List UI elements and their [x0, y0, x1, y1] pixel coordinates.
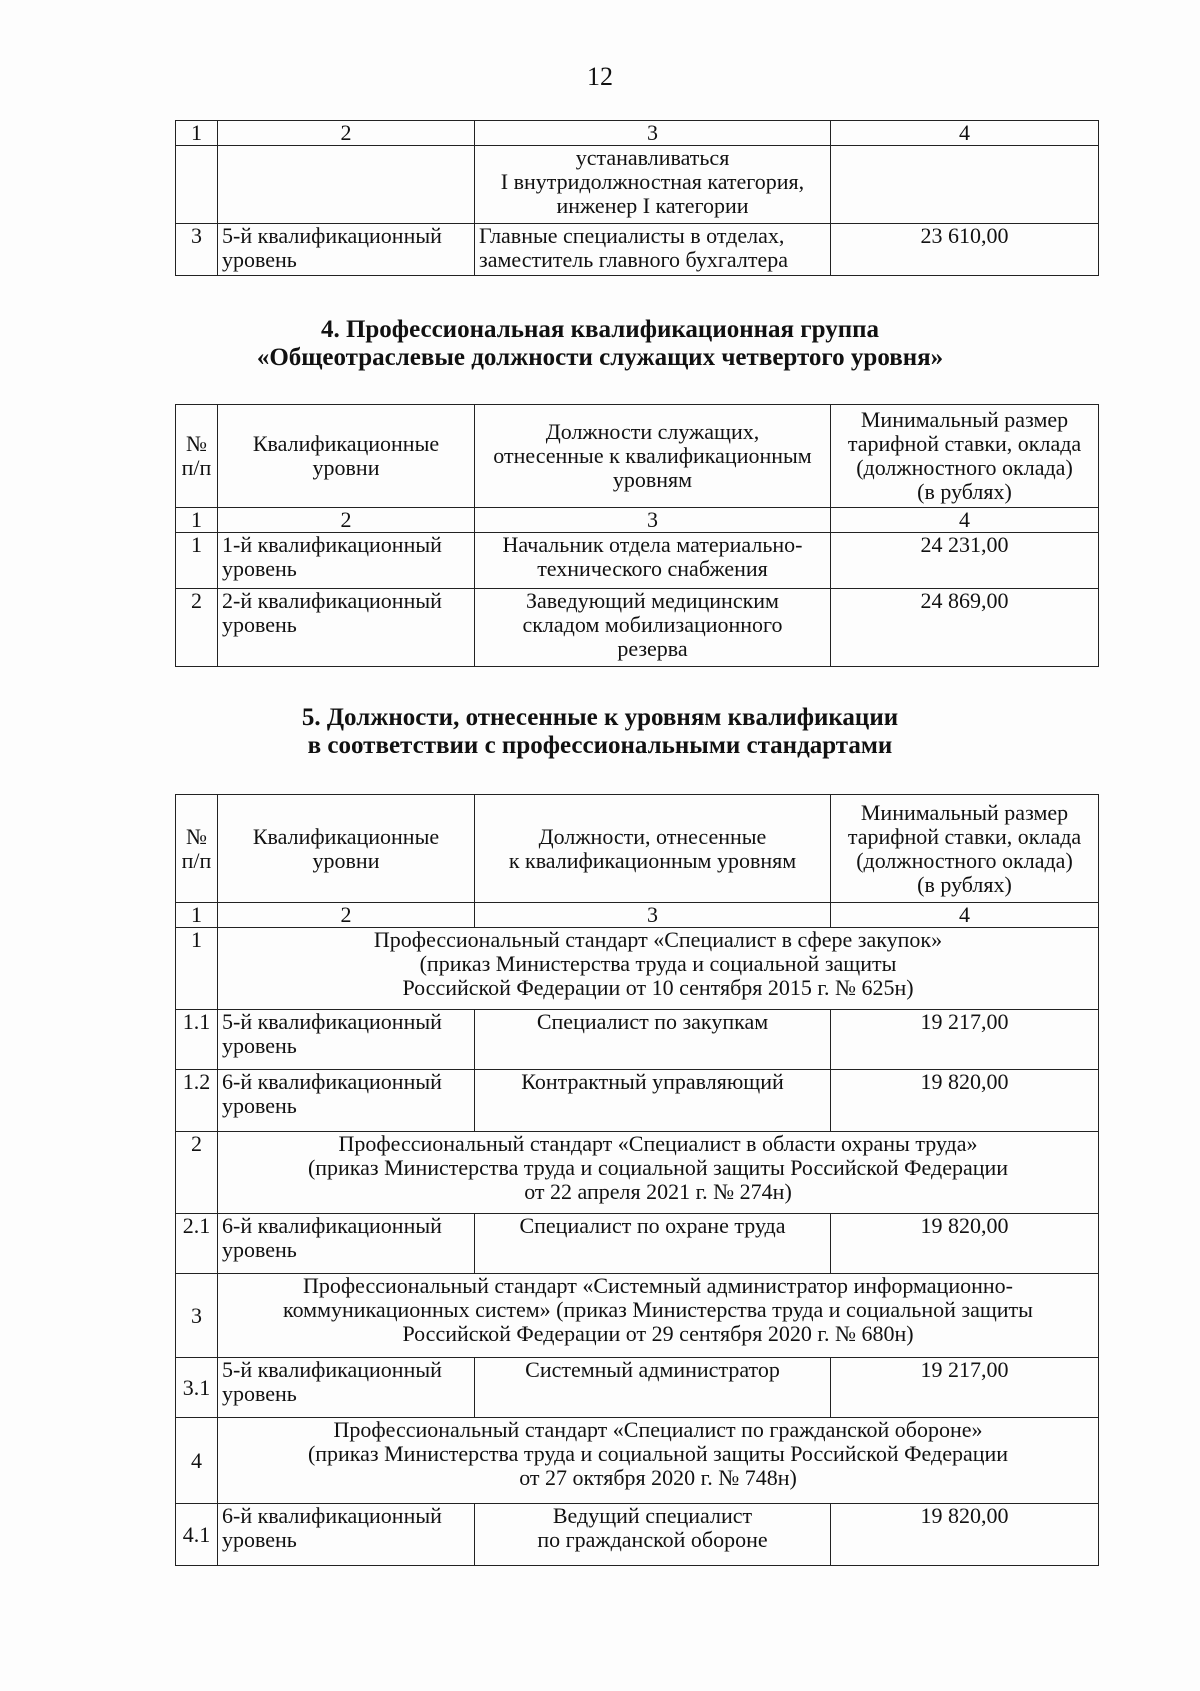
col-number-3: 3: [475, 508, 831, 533]
positions: Ведущий специалист по гражданской обороне: [475, 1504, 831, 1566]
standard-number: 1: [176, 928, 218, 1010]
section-5-heading: [0, 704, 1200, 760]
salary: 19 820,00: [831, 1504, 1099, 1566]
qualification-level: 1-й квалификационный уровень: [218, 533, 475, 589]
table-row: [176, 224, 1099, 276]
table-row: [176, 1358, 1099, 1418]
standard-number: 4: [176, 1418, 218, 1504]
table-row: [176, 1070, 1099, 1132]
header-number: № п/п: [176, 795, 218, 903]
col-number-4: 4: [831, 121, 1099, 146]
col-number-1: 1: [176, 508, 218, 533]
qualification-level: 6-й квалификационный уровень: [218, 1070, 475, 1132]
qualification-level: 6-й квалификационный уровень: [218, 1214, 475, 1274]
positions: Специалист по охране труда: [475, 1214, 831, 1274]
row-number: 2: [176, 589, 218, 667]
table-row: [176, 533, 1099, 589]
col-number-3: 3: [475, 121, 831, 146]
col-number-1: 1: [176, 903, 218, 928]
page-number: 12: [587, 62, 613, 91]
salary: 19 217,00: [831, 1358, 1099, 1418]
table-header-row: [176, 795, 1099, 903]
qualification-level: 5-й квалификационный уровень: [218, 1010, 475, 1070]
column-number-row: [176, 903, 1099, 928]
standard-row: [176, 1274, 1099, 1358]
positions: Контрактный управляющий: [475, 1070, 831, 1132]
section-5-heading-line-2: в соответствии с профессиональными стандартами: [307, 732, 893, 759]
table-row: [176, 589, 1099, 667]
positions: Главные специалисты в отделах, заместитель главного бухгалтера: [475, 224, 831, 276]
positions: Специалист по закупкам: [475, 1010, 831, 1070]
header-positions: Должности, отнесенные к квалификационным уровням: [475, 795, 831, 903]
qualification-level: 5-й квалификационный уровень: [218, 1358, 475, 1418]
table-row: [176, 1504, 1099, 1566]
row-number: [176, 146, 218, 224]
positions: Начальник отдела материально- технического снабжения: [475, 533, 831, 589]
section-4-heading-line-2: «Общеотраслевые должности служащих четвертого уровня»: [256, 344, 944, 371]
header-number: № п/п: [176, 405, 218, 508]
row-number: 1.2: [176, 1070, 218, 1132]
standard-row: [176, 928, 1099, 1010]
col-number-1: 1: [176, 121, 218, 146]
salary: [831, 146, 1099, 224]
salary: 23 610,00: [831, 224, 1099, 276]
col-number-3: 3: [475, 903, 831, 928]
column-number-row: [176, 508, 1099, 533]
table-row: [176, 1214, 1099, 1274]
row-number: 3.1: [176, 1358, 218, 1418]
qualification-level: 6-й квалификационный уровень: [218, 1504, 475, 1566]
row-number: 4.1: [176, 1504, 218, 1566]
col-number-2: 2: [218, 121, 475, 146]
row-number: 1: [176, 533, 218, 589]
positions: Системный администратор: [475, 1358, 831, 1418]
qualification-level: 5-й квалификационный уровень: [218, 224, 475, 276]
col-number-4: 4: [831, 508, 1099, 533]
row-number: 3: [176, 224, 218, 276]
row-number: 1.1: [176, 1010, 218, 1070]
qualification-level: [218, 146, 475, 224]
standard-number: 3: [176, 1274, 218, 1358]
standard-number: 2: [176, 1132, 218, 1214]
section-4-table: [175, 404, 1099, 667]
header-levels: Квалификационные уровни: [218, 795, 475, 903]
standard-row: [176, 1418, 1099, 1504]
header-salary: Минимальный размер тарифной ставки, оклада (должностного оклада) (в рублях): [831, 405, 1099, 508]
qualification-level: 2-й квалификационный уровень: [218, 589, 475, 667]
salary: 19 820,00: [831, 1214, 1099, 1274]
col-number-2: 2: [218, 903, 475, 928]
standard-title: Профессиональный стандарт «Специалист в сфере закупок» (приказ Министерства труда и социальной защиты Российской Федерации от 10 сентября 2015 г. № 625н): [218, 928, 1099, 1010]
table-continuation: [175, 120, 1099, 276]
header-salary: Минимальный размер тарифной ставки, оклада (должностного оклада) (в рублях): [831, 795, 1099, 903]
section-5-heading-line-1: 5. Должности, отнесенные к уровням квалификации: [301, 704, 899, 731]
column-number-row: [176, 121, 1099, 146]
standard-row: [176, 1132, 1099, 1214]
col-number-2: 2: [218, 508, 475, 533]
table-row: [176, 1010, 1099, 1070]
header-levels: Квалификационные уровни: [218, 405, 475, 508]
section-4-heading: [0, 316, 1200, 372]
standard-title: Профессиональный стандарт «Специалист в области охраны труда» (приказ Министерства труда и социальной защиты Российской Федерации от 22 апреля 2021 г. № 274н): [218, 1132, 1099, 1214]
standard-title: Профессиональный стандарт «Специалист по гражданской обороне» (приказ Министерства труда и социальной защиты Российской Федерации от 27 октября 2020 г. № 748н): [218, 1418, 1099, 1504]
standard-title: Профессиональный стандарт «Системный администратор информационно- коммуникационных систем» (приказ Министерства труда и социальной защиты Российской Федерации от 29 сентября 2020 г. № 680н): [218, 1274, 1099, 1358]
salary: 19 820,00: [831, 1070, 1099, 1132]
salary: 24 231,00: [831, 533, 1099, 589]
col-number-4: 4: [831, 903, 1099, 928]
positions: устанавливаться I внутридолжностная категория, инженер I категории: [475, 146, 831, 224]
table-row: [176, 146, 1099, 224]
salary: 19 217,00: [831, 1010, 1099, 1070]
table-header-row: [176, 405, 1099, 508]
salary: 24 869,00: [831, 589, 1099, 667]
positions: Заведующий медицинским складом мобилизационного резерва: [475, 589, 831, 667]
row-number: 2.1: [176, 1214, 218, 1274]
section-5-table: [175, 794, 1099, 1566]
section-4-heading-line-1: 4. Профессиональная квалификационная группа: [320, 316, 880, 343]
header-positions: Должности служащих, отнесенные к квалификационным уровням: [475, 405, 831, 508]
